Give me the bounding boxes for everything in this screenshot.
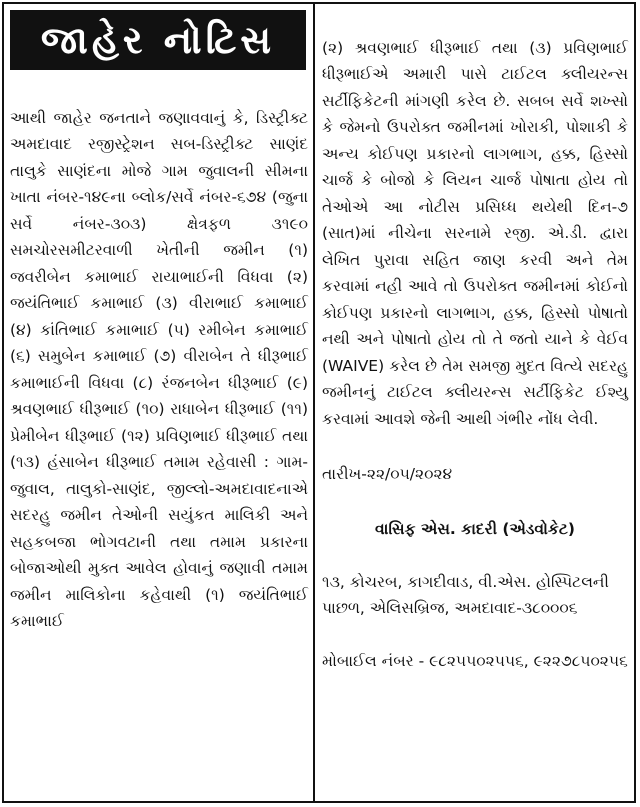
advocate-mobile: મોબાઈલ નંબર - ૯૮૨૫૫૦૨૫૫૬, ૯૨૨૭૮૫૦૨૫૬ <box>322 652 628 670</box>
public-notice <box>2 2 636 803</box>
notice-title: જાહેર નોટિસ <box>10 10 306 70</box>
notice-body-right: (૨) શ્રવણભાઈ ધીરૂભાઈ તથા (૩) પ્રવિણભાઈ ધીરૂભાઈએ અમારી પાસે ટાઈટલ ક્લીયરન્સ સર્ટીફિકેટની માંગણી કરેલ છે. સબબ સર્વે શખ્સો કે જેમનો ઉપરોક્ત જમીનમાં ખોરાકી, પોશાકી કે અન્ય કોઈપણ પ્રકારનો લાગભાગ, હક્ક, હિસ્સો ચાર્જ કે બોજો કે લિયન ચાર્જ પોષાતા હોય તો તેઓએ આ નોટીસ પ્રસિધ્ધ થયેથી દિન-૭ (સાત)માં નીચેના સરનામે રજી. એ.ડી. દ્વારા લેખિત પુરાવા સહિત જાણ કરવી અને તેમ કરવામાં નહી આવે તો ઉપરોક્ત જમીનમાં કોઈનો કોઈપણ પ્રકારનો લાગભાગ, હક્ક, હિસ્સો પોષાતો નથી અને પોષાતો હોય તો તે જતો યાને કે વેઈવ (WAIVE) કરેલ છે તેમ સમજી મુદત વિત્યે સદરહુ જમીનનું ટાઈટલ ક્લીયરન્સ સર્ટીફિકેટ ઈશ્યુ કરવામાં આવશે જેની આથી ગંભીર નોંધ લેવી. <box>322 38 628 428</box>
notice-date: તારીખ-૨૨/૦૫/૨૦૨૪ <box>322 464 453 483</box>
advocate-address: ૧૩, કોચરબ, કાગદીવાડ, વી.એસ. હોસ્પિટલની પાછળ, એલિસબ્રિજ, અમદાવાદ-૩૮૦૦૦૬ <box>322 572 609 617</box>
column-divider <box>313 4 315 801</box>
advocate-name: વાસિફ એસ. કાદરી (એડવોકેટ) <box>375 519 575 538</box>
left-column <box>10 78 308 661</box>
right-column <box>322 8 628 701</box>
notice-body-left: આથી જાહેર જનતાને જણાવવાનું કે, ડિસ્ટ્રીક્ટ અમદાવાદ રજીસ્ટ્રેશન સબ-ડિસ્ટ્રીક્ટ સાણંદ તાલુકે સાણંદના મોજે ગામ જુવાલની સીમના ખાતા નંબર-૧૪૯ના બ્લોક/સર્વે નંબર-૬૭૪ (જુના સર્વે નંબર-૩૦૩) ક્ષેત્રફળ ૩૧૯૦ સમચોરસમીટરવાળી ખેતીની જમીન (૧) જવરીબેન કમાભાઈ રાયાભાઈની વિધવા (૨) જયંતિભાઈ કમાભાઈ (૩) વીરાભાઈ કમાભાઈ (૪) કાંતિભાઈ કમાભાઈ (૫) રમીબેન કમાભાઈ (૬) સમુબેન કમાભાઈ (૭) વીરાબેન તે ધીરૂભાઈ કમાભાઈની વિધવા (૮) રંજનબેન ધીરૂભાઈ (૯) શ્રવણભાઈ ધીરૂભાઈ (૧૦) રાધાબેન ધીરૂભાઈ (૧૧) પ્રેમીબેન ધીરૂભાઈ (૧૨) પ્રવિણભાઈ ધીરૂભાઈ તથા (૧૩) હંસાબેન ધીરૂભાઈ તમામ રહેવાસી : ગામ-જુવાલ, તાલુકો-સાણંદ, જીલ્લો-અમદાવાદનાએ સદરહુ જમીન તેઓની સયુંકત માલિકી અને સહકબજા ભોગવટાની તથા તમામ પ્રકારના બોજાઓથી મુક્ત આવેલ હોવાનું જણાવી તમામ જમીન માલિકોના કહેવાથી (૧) જયંતિભાઈ કમાભાઈ <box>10 108 308 630</box>
